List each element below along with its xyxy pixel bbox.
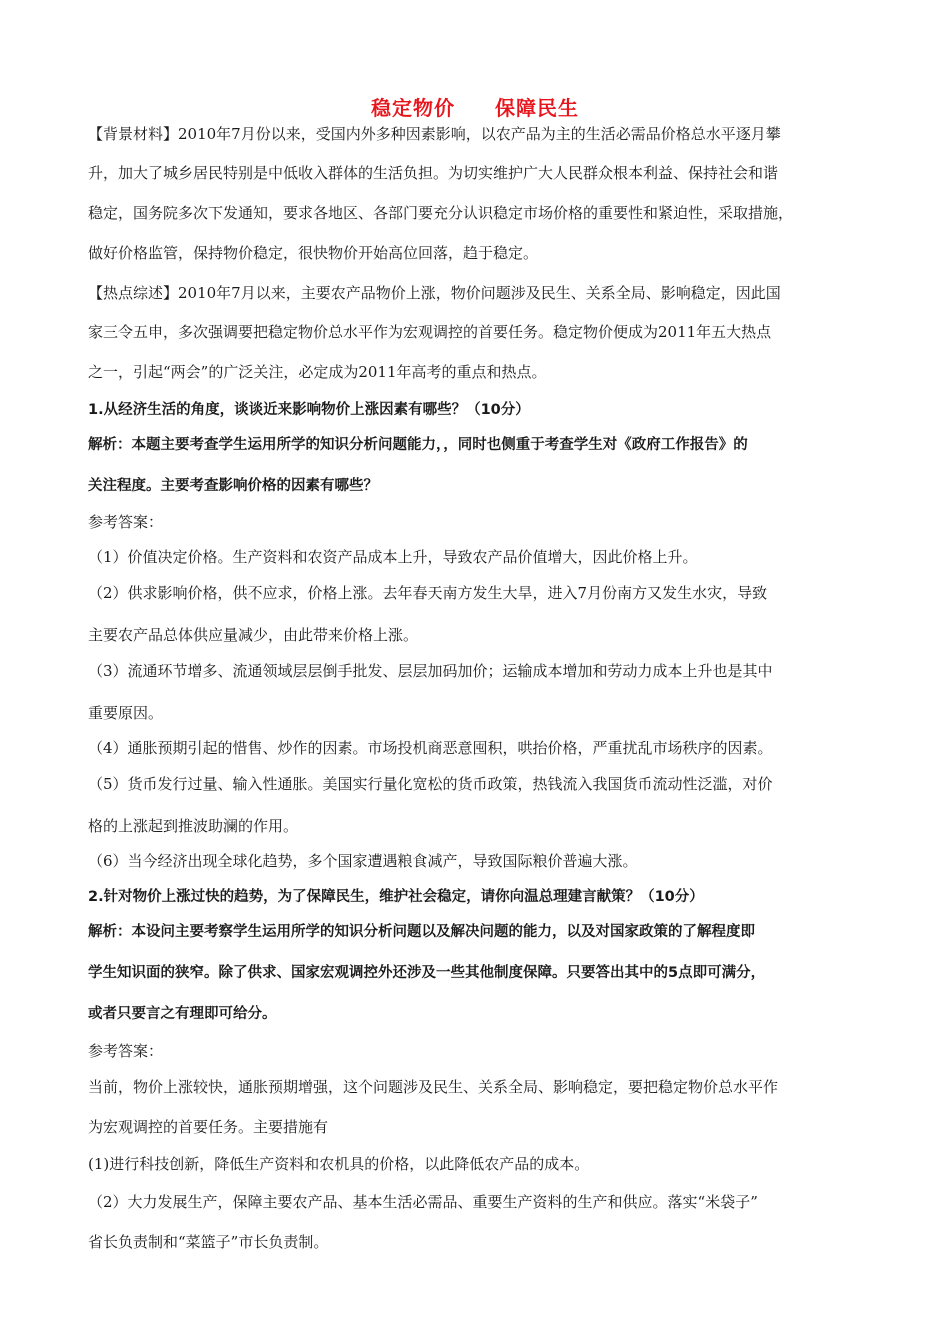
page-title bbox=[0, 92, 950, 121]
title-part-1: 稳定物价 bbox=[371, 96, 455, 120]
answer-item: （6）当今经济出现全球化趋势，多个国家遭遇粮食减产，导致国际粮价普遍大涨。 bbox=[88, 852, 638, 870]
hotspot-paragraph-line: 家三令五申，多次强调要把稳定物价总水平作为宏观调控的首要任务。稳定物价便成为2011年五大热点 bbox=[88, 323, 772, 341]
analysis-1-line: 解析：本题主要考查学生运用所学的知识分析问题能力，，同时也侧重于考查学生对《政府工作报告》的 bbox=[88, 437, 748, 453]
answer-item: 格的上涨起到推波助澜的作用。 bbox=[88, 817, 299, 835]
answer-item: 省长负责制和“菜篮子”市长负责制。 bbox=[88, 1233, 329, 1251]
answer-item: （2）供求影响价格，供不应求，价格上涨。去年春天南方发生大旱，进入7月份南方又发生水灾，导致 bbox=[88, 584, 768, 602]
answer-item: （3）流通环节增多、流通领域层层倒手批发、层层加码加价；运输成本增加和劳动力成本上升也是其中 bbox=[88, 662, 773, 680]
analysis-2-line: 解析：本设问主要考察学生运用所学的知识分析问题以及解决问题的能力，以及对国家政策的了解程度即 bbox=[88, 924, 755, 940]
background-paragraph-line: 稳定，国务院多次下发通知，要求各地区、各部门要充分认识稳定市场价格的重要性和紧迫性，采取措施， bbox=[88, 204, 794, 222]
background-paragraph-line: 做好价格监管，保持物价稳定，很快物价开始高位回落，趋于稳定。 bbox=[88, 244, 539, 262]
question-2: 2.针对物价上涨过快的趋势，为了保障民生，维护社会稳定，请你向温总理建言献策？（10分） bbox=[88, 889, 704, 905]
background-paragraph-line: 升，加大了城乡居民特别是中低收入群体的生活负担。为切实维护广大人民群众根本利益、保持社会和谐 bbox=[88, 164, 779, 182]
answer-item: (1)进行科技创新，降低生产资料和农机具的价格，以此降低农产品的成本。 bbox=[88, 1155, 590, 1173]
answer-item: （5）货币发行过量、输入性通胀。美国实行量化宽松的货币政策，热钱流入我国货币流动性泛滥，对价 bbox=[88, 775, 773, 793]
reference-answer-label: 参考答案： bbox=[88, 513, 164, 531]
answer-item: 主要农产品总体供应量减少，由此带来价格上涨。 bbox=[88, 626, 419, 644]
answer-item: （1）价值决定价格。生产资料和农资产品成本上升，导致农产品价值增大，因此价格上升。 bbox=[88, 548, 698, 566]
hotspot-paragraph-line: 【热点综述】2010年7月以来，主要农产品物价上涨，物价问题涉及民生、关系全局、影响稳定，因此国 bbox=[88, 284, 781, 302]
hotspot-paragraph-line: 之一，引起“两会”的广泛关注，必定成为2011年高考的重点和热点。 bbox=[88, 363, 547, 381]
title-part-2: 保障民生 bbox=[495, 96, 579, 120]
answer-paragraph-line: 为宏观调控的首要任务。主要措施有 bbox=[88, 1118, 329, 1136]
answer-item: 重要原因。 bbox=[88, 704, 164, 722]
background-paragraph-line: 【背景材料】2010年7月份以来，受国内外多种因素影响，以农产品为主的生活必需品价格总水平逐月攀 bbox=[88, 125, 781, 143]
answer-paragraph-line: 当前，物价上涨较快，通胀预期增强，这个问题涉及民生、关系全局、影响稳定，要把稳定物价总水平作 bbox=[88, 1078, 779, 1096]
analysis-2-line: 或者只要言之有理即可给分。 bbox=[88, 1006, 277, 1022]
answer-item: （4）通胀预期引起的惜售、炒作的因素。市场投机商恶意囤积，哄抬价格，严重扰乱市场秩序的因素。 bbox=[88, 739, 773, 757]
reference-answer-label: 参考答案： bbox=[88, 1042, 164, 1060]
answer-item: （2）大力发展生产，保障主要农产品、基本生活必需品、重要生产资料的生产和供应。落实“米袋子” bbox=[88, 1193, 758, 1211]
analysis-1-line: 关注程度。主要考查影响价格的因素有哪些？ bbox=[88, 478, 378, 494]
question-1: 1.从经济生活的角度，谈谈近来影响物价上涨因素有哪些？（10分） bbox=[88, 402, 530, 418]
analysis-2-line: 学生知识面的狭窄。除了供求、国家宏观调控外还涉及一些其他制度保障。只要答出其中的5点即可满分， bbox=[88, 965, 766, 981]
